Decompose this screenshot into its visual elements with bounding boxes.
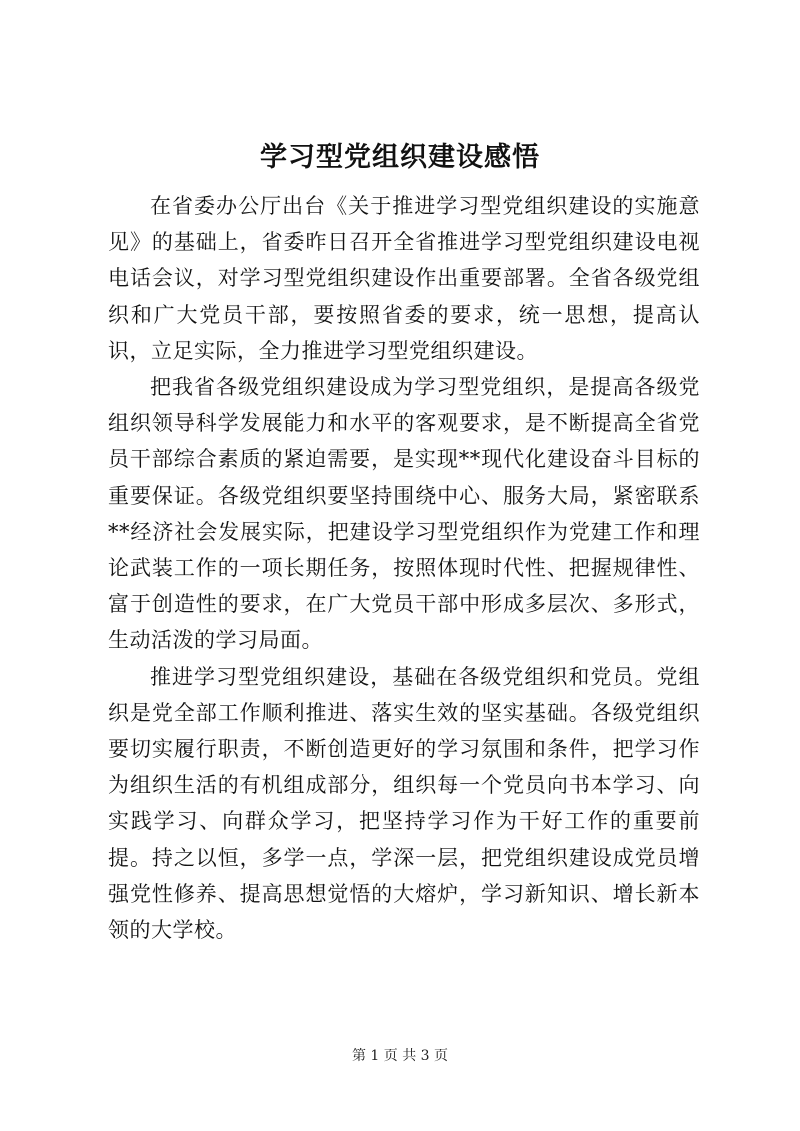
page-footer: 第 1 页 共 3 页 <box>351 1048 449 1064</box>
document-body <box>108 188 700 948</box>
page-title: 学习型党组织建设感悟 <box>260 142 540 173</box>
paragraph-2: 把我省各级党组织建设成为学习型党组织，是提高各级党组织领导科学发展能力和水平的客观要求，是不断提高全省党员干部综合素质的紧迫需要，是实现**现代化建设奋斗目标的重要保证。各级党组织要坚持围绕中心、服务大局，紧密联系**经济社会发展实际，把建设学习型党组织作为党建工作和理论武装工作的一项长期任务，按照体现时代性、把握规律性、富于创造性的要求，在广大党员干部中形成多层次、多形式，生动活泼的学习局面。 <box>108 375 700 653</box>
paragraph-3: 推进学习型党组织建设，基础在各级党组织和党员。党组织是党全部工作顺利推进、落实生效的坚实基础。各级党组织要切实履行职责，不断创造更好的学习氛围和条件，把学习作为组织生活的有机组成部分，组织每一个党员向书本学习、向实践学习、向群众学习，把坚持学习作为干好工作的重要前提。持之以恒，多学一点，学深一层，把党组织建设成党员增强党性修养、提高思想觉悟的大熔炉，学习新知识、增长新本领的大学校。 <box>108 664 700 943</box>
paragraph-1: 在省委办公厅出台《关于推进学习型党组织建设的实施意见》的基础上，省委昨日召开全省推进学习型党组织建设电视电话会议，对学习型党组织建设作出重要部署。全省各级党组织和广大党员干部，要按照省委的要求，统一思想，提高认识，立足实际，全力推进学习型党组织建设。 <box>108 194 700 363</box>
